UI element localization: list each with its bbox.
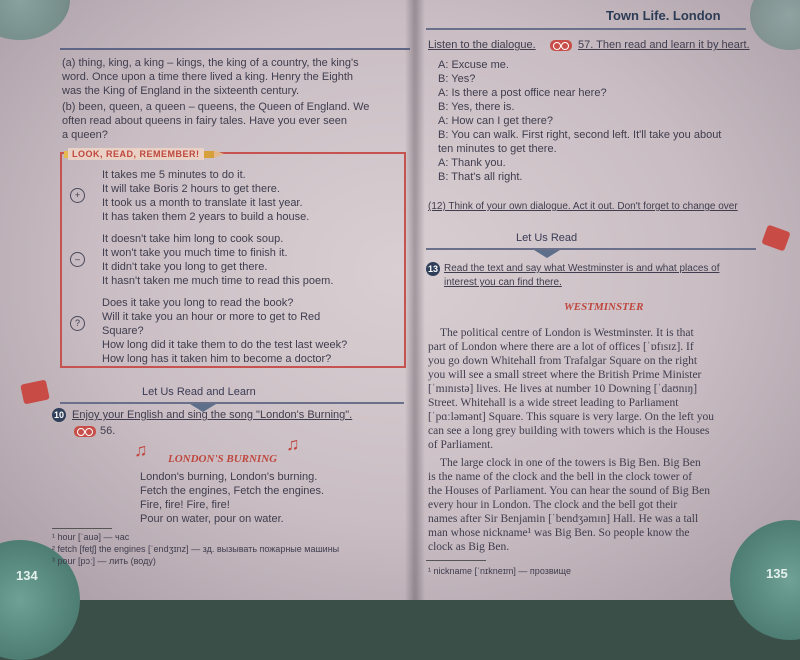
listen-instruction: Listen to the dialogue.: [428, 39, 536, 51]
article-line: the Houses of Parliament. You can hear the sound of Big Ben: [428, 485, 711, 497]
dialogue-line: A: Excuse me.: [438, 59, 509, 71]
article-line: man whose nickname¹ was Big Ben. So people know the: [428, 527, 690, 539]
song-line: Fire, fire! Fire, fire!: [140, 499, 230, 511]
song-line: Pour on water, pour on water.: [140, 513, 284, 525]
article-line: Street. Whitehall is a wide street leading to Parliament: [428, 397, 679, 409]
dialogue-line: A: How can I get there?: [438, 115, 553, 127]
question-line: Does it take you long to read the book?: [102, 297, 294, 309]
footnote-rule: [52, 528, 112, 529]
article-line: you will see a small street where the British Prime Minister: [428, 369, 702, 381]
music-note-icon: ♫: [286, 434, 300, 454]
ex-a-line-3: was the King of England in the sixteenth century.: [62, 85, 300, 97]
audio-cd-icon: [550, 40, 572, 51]
affirmative-line: It took us a month to translate it last year.: [102, 197, 303, 209]
article-line: every hour in London. The clock and the bell got their: [428, 499, 678, 511]
article-line: you go down Whitehall from Trafalgar Square on the right: [428, 355, 698, 367]
article-line: names after Sir Benjamin [ˈbendʒəmɪn] Hall. He was a tall: [428, 513, 699, 525]
top-rule: [60, 48, 410, 50]
affirmative-icon: +: [70, 188, 85, 203]
look-read-remember-label: LOOK, READ, REMEMBER!: [68, 148, 204, 160]
affirmative-line: It will take Boris 2 hours to get there.: [102, 183, 280, 195]
page-number-left: 134: [16, 568, 38, 583]
exercise-13-instruction: Read the text and say what Westminster is and what places of: [444, 263, 720, 274]
article-line: is the name of the clock and the bell in the clock tower of: [428, 471, 693, 483]
section-rule: [60, 402, 404, 404]
listen-track: 57. Then read and learn it by heart.: [578, 39, 750, 51]
article-line: can see a long grey building with towers which is the Houses: [428, 425, 710, 437]
exercise-number: 10: [53, 410, 64, 420]
running-title-rule: [426, 28, 746, 30]
section-title: Let Us Read: [516, 232, 578, 244]
affirmative-line: It takes me 5 minutes to do it.: [102, 169, 246, 181]
audio-cd-icon: [74, 426, 96, 437]
song-title: LONDON'S BURNING: [168, 453, 278, 465]
negative-icon: –: [70, 252, 85, 267]
question-line: How long did it take them to do the test last week?: [102, 339, 348, 351]
ex-a-line-2: word. Once upon a time there lived a king. Henry the Eighth: [62, 71, 354, 83]
song-line: London's burning, London's burning.: [140, 471, 318, 483]
negative-line: It won't take you much time to finish it.: [102, 247, 288, 259]
article-line: of Parliament.: [428, 439, 494, 451]
question-line: Square?: [102, 325, 144, 337]
ex-b-line-3: a queen?: [62, 129, 108, 141]
dialogue-line: A: Is there a post office near here?: [438, 87, 607, 99]
dialogue-line: A: Thank you.: [438, 157, 506, 169]
book-icon: [20, 380, 50, 405]
dialogue-line: B: That's all right.: [438, 171, 523, 183]
footnote: ¹ nickname [ˈnɪkneɪm] — прозвище: [428, 566, 571, 576]
ex-b-line-2: often read about queens in fairy tales. Have you ever seen: [62, 115, 347, 127]
exercise-13-instruction: interest you can find there.: [444, 277, 562, 288]
dialogue-line: B: Yes?: [438, 73, 476, 85]
exercise-12-instruction: (12) Think of your own dialogue. Act it out. Don't forget to change over: [428, 201, 738, 212]
footnote: ² fetch [fetʃ] the engines [ˈendʒɪnz] — зд. вызывать пожарные машины: [52, 544, 340, 554]
music-note-icon: ♫: [134, 440, 148, 460]
question-icon: ?: [70, 316, 85, 331]
song-line: Fetch the engines, Fetch the engines.: [140, 485, 325, 497]
question-line: How long has it taken him to become a doctor?: [102, 353, 332, 365]
footnote-rule: [426, 560, 486, 561]
exercise-10-instruction: Enjoy your English and sing the song "London's Burning".: [72, 409, 353, 421]
affirmative-line: It has taken them 2 years to build a house.: [102, 211, 310, 223]
right-page: [418, 0, 800, 600]
page-number-right: 135: [766, 566, 788, 581]
article-title: WESTMINSTER: [564, 301, 644, 313]
footnote: ³ pour [pɔː] — лить (воду): [52, 556, 156, 566]
pencil-tip: [214, 150, 224, 158]
ex-b-line-1: (b) been, queen, a queen – queens, the Queen of England. We: [62, 101, 370, 113]
negative-line: It doesn't take him long to cook soup.: [102, 233, 284, 245]
ex-a-line-1: (a) thing, king, a king – kings, the king of a country, the king's: [62, 57, 359, 69]
left-page: [0, 0, 412, 600]
footnote: ¹ hour [ˈauə] — час: [52, 532, 130, 542]
book-icon: [761, 224, 790, 251]
article-line: [ˈmɪnɪstə] lives. He lives at number 10 Downing [ˈdaʊnɪŋ]: [428, 383, 698, 395]
negative-line: It hasn't taken me much time to read this poem.: [102, 275, 334, 287]
article-line: The large clock in one of the towers is Big Ben. Big Ben: [440, 457, 701, 469]
exercise-number: 13: [427, 264, 438, 274]
audio-track-number: 56.: [100, 425, 116, 437]
article-line: The political centre of London is Westminster. It is that: [440, 327, 694, 339]
dialogue-line: ten minutes to get there.: [438, 143, 557, 155]
question-line: Will it take you an hour or more to get to Red: [102, 311, 321, 323]
running-title: Town Life. London: [606, 8, 721, 23]
dialogue-line: B: You can walk. First right, second left. It'll take you about: [438, 129, 722, 141]
dialogue-line: B: Yes, there is.: [438, 101, 515, 113]
negative-line: It didn't take you long to get there.: [102, 261, 268, 273]
section-arrow: [534, 250, 560, 258]
section-title: Let Us Read and Learn: [142, 386, 256, 398]
article-line: clock as Big Ben.: [428, 541, 510, 553]
article-line: part of London where there are a lot of offices [ˈɒfɪsɪz]. If: [428, 341, 694, 353]
section-rule: [426, 248, 756, 250]
article-line: [ˈpɑːləmənt] Square. This square is very large. On the left you: [428, 411, 714, 423]
